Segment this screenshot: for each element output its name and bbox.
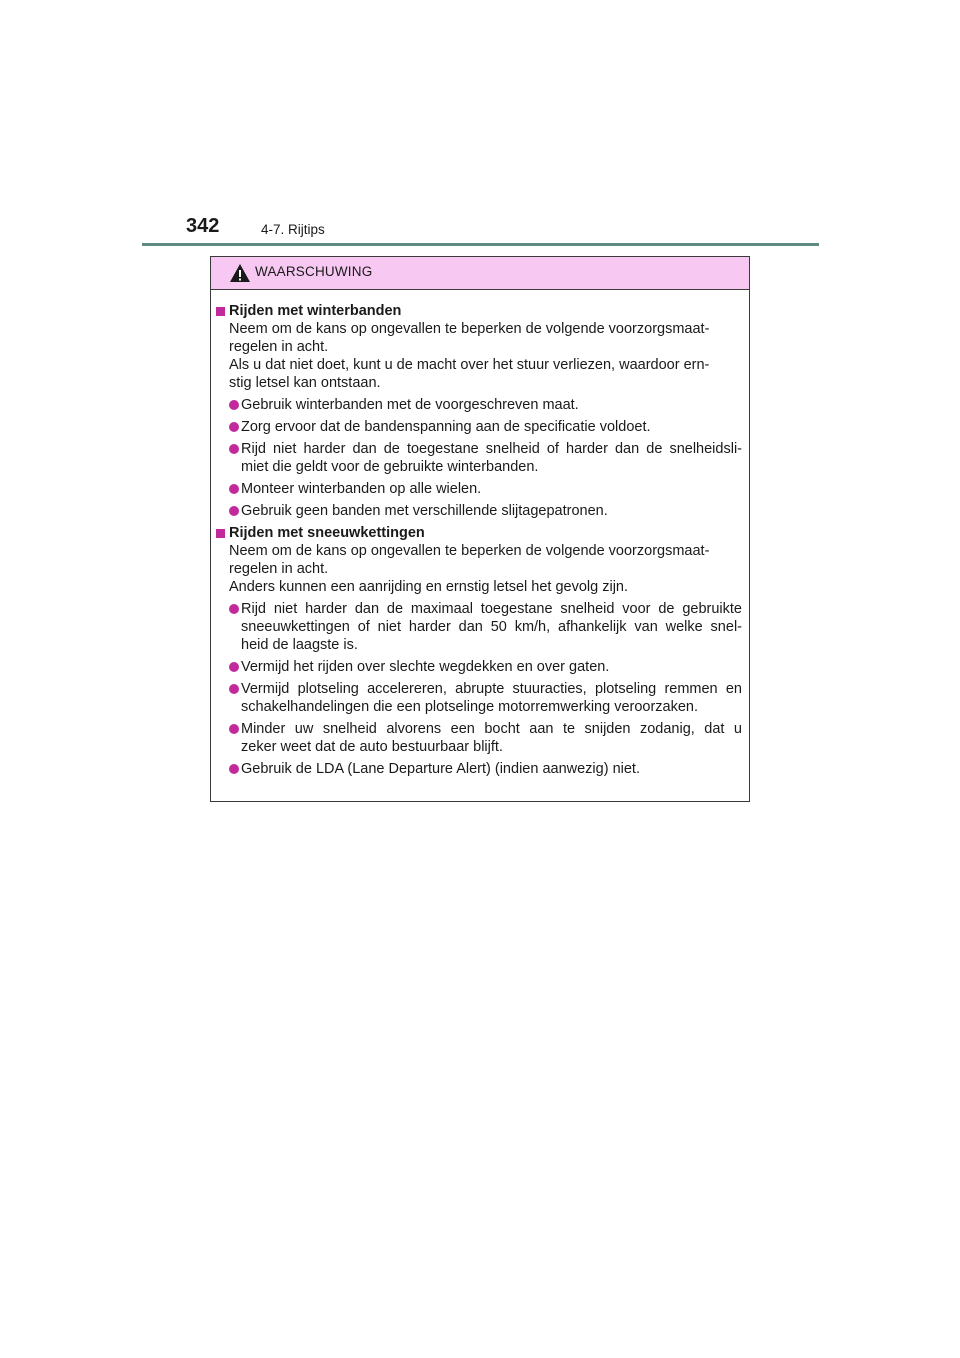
- round-bullet-icon: [229, 422, 239, 432]
- round-bullet-icon: [229, 724, 239, 734]
- section-heading-text: Rijden met sneeuwkettingen: [229, 525, 425, 541]
- bullet-item: [216, 760, 742, 778]
- page-number: 342: [186, 215, 220, 237]
- bullet-line: miet die geldt voor de gebruikte winterbanden.: [241, 459, 539, 475]
- bullet-item: [216, 396, 742, 414]
- bullet-line: Rijd niet harder dan de toegestane snelheid of harder dan de snelheidsli-: [241, 441, 742, 457]
- round-bullet-icon: [229, 684, 239, 694]
- round-bullet-icon: [229, 400, 239, 410]
- bullet-item: [216, 680, 742, 716]
- section-intro: [216, 542, 742, 596]
- warning-title: WAARSCHUWING: [255, 264, 373, 279]
- bullet-item: [216, 600, 742, 654]
- warning-content: [211, 290, 749, 778]
- warning-header: [211, 257, 749, 290]
- bullet-line: sneeuwkettingen of niet harder dan 50 km/h, afhankelijk van welke snel-: [241, 619, 742, 635]
- bullet-item: [216, 720, 742, 756]
- round-bullet-icon: [229, 444, 239, 454]
- intro-line: regelen in acht.: [229, 339, 329, 355]
- bullet-line: Vermijd het rijden over slechte wegdekken en over gaten.: [241, 659, 610, 675]
- round-bullet-icon: [229, 484, 239, 494]
- square-bullet-icon: [216, 307, 225, 316]
- round-bullet-icon: [229, 764, 239, 774]
- bullet-line: Vermijd plotseling accelereren, abrupte stuuracties, plotseling remmen en: [241, 681, 742, 697]
- bullet-text: [241, 600, 742, 654]
- bullet-line: Gebruik geen banden met verschillende slijtagepatronen.: [241, 503, 608, 519]
- bullet-text: [241, 502, 742, 520]
- bullet-item: [216, 658, 742, 676]
- bullet-text: [241, 440, 742, 476]
- bullet-text: [241, 396, 742, 414]
- section-heading: [216, 524, 742, 542]
- section-heading: [216, 302, 742, 320]
- bullet-line: heid de laagste is.: [241, 637, 358, 653]
- square-bullet-icon: [216, 529, 225, 538]
- bullet-text: [241, 658, 742, 676]
- bullet-item: [216, 418, 742, 436]
- bullet-item: [216, 480, 742, 498]
- round-bullet-icon: [229, 604, 239, 614]
- bullet-line: schakelhandelingen die een plotselinge motorremwerking veroorzaken.: [241, 699, 699, 715]
- bullet-text: [241, 720, 742, 756]
- bullet-item: [216, 440, 742, 476]
- bullet-text: [241, 760, 742, 778]
- header-rule: [142, 243, 819, 246]
- bullet-line: Monteer winterbanden op alle wielen.: [241, 481, 482, 497]
- warning-box: [210, 256, 750, 802]
- round-bullet-icon: [229, 662, 239, 672]
- intro-line: stig letsel kan ontstaan.: [229, 375, 381, 391]
- section-intro: [216, 320, 742, 392]
- bullet-item: [216, 502, 742, 520]
- bullet-line: zeker weet dat de auto bestuurbaar blijft.: [241, 739, 503, 755]
- bullet-line: Gebruik winterbanden met de voorgeschreven maat.: [241, 397, 579, 413]
- intro-line: Als u dat niet doet, kunt u de macht over het stuur verliezen, waardoor ern-: [229, 357, 710, 373]
- bullet-text: [241, 418, 742, 436]
- round-bullet-icon: [229, 506, 239, 516]
- bullet-line: Rijd niet harder dan de maximaal toegestane snelheid voor de gebruikte: [241, 601, 742, 617]
- section-title: 4-7. Rijtips: [261, 222, 325, 237]
- intro-line: Anders kunnen een aanrijding en ernstig letsel het gevolg zijn.: [229, 579, 629, 595]
- section-heading-text: Rijden met winterbanden: [229, 303, 402, 319]
- bullet-line: Zorg ervoor dat de bandenspanning aan de specificatie voldoet.: [241, 419, 651, 435]
- intro-line: Neem om de kans op ongevallen te beperken de volgende voorzorgsmaat-: [229, 321, 710, 337]
- intro-line: regelen in acht.: [229, 561, 329, 577]
- warning-triangle-icon: [229, 263, 251, 283]
- bullet-line: Gebruik de LDA (Lane Departure Alert) (indien aanwezig) niet.: [241, 761, 640, 777]
- intro-line: Neem om de kans op ongevallen te beperken de volgende voorzorgsmaat-: [229, 543, 710, 559]
- bullet-text: [241, 480, 742, 498]
- bullet-text: [241, 680, 742, 716]
- bullet-line: Minder uw snelheid alvorens een bocht aan te snijden zodanig, dat u: [241, 721, 742, 737]
